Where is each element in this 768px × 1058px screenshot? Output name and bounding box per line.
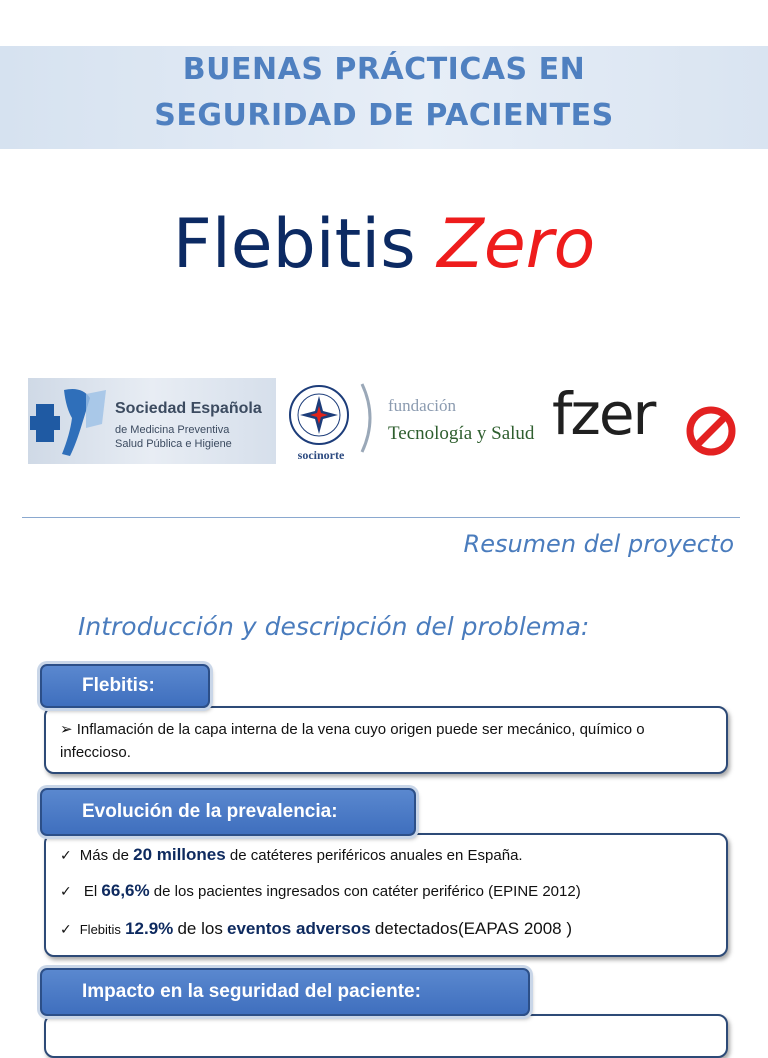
no-symbol-icon bbox=[684, 404, 738, 458]
check-icon: ✓ bbox=[60, 883, 72, 899]
fundacion-label: fundación bbox=[388, 396, 456, 415]
impacto-box bbox=[44, 1014, 728, 1058]
header-line-1: BUENAS PRÁCTICAS EN bbox=[182, 52, 586, 87]
title-accent: Zero bbox=[437, 205, 596, 284]
flebitis-definition: ➢ Inflamación de la capa interna de la vena cuyo origen puede ser mecánico, químico o infeccioso. bbox=[60, 721, 645, 761]
impacto-tab: Impacto en la seguridad del paciente: bbox=[40, 968, 530, 1016]
header-line-2: SEGURIDAD DE PACIENTES bbox=[154, 98, 614, 133]
sempsph-sub2: Salud Pública e Higiene bbox=[115, 438, 232, 450]
socinorte-label: socinorte bbox=[297, 448, 345, 462]
page-title bbox=[0, 200, 768, 290]
sempsph-emblem-icon bbox=[30, 384, 110, 460]
sempsph-sub1: de Medicina Preventiva bbox=[115, 424, 230, 436]
evolucion-box bbox=[44, 833, 728, 957]
bullet-eventos: ✓ Flebitis 12.9% de los eventos adversos detectados(EAPAS 2008 ) bbox=[60, 919, 573, 938]
divider bbox=[22, 517, 740, 518]
socinorte-emblem-icon bbox=[288, 384, 350, 446]
arrow-bullet-icon: ➢ bbox=[60, 721, 77, 738]
sempsph-name: Sociedad Española bbox=[115, 400, 262, 417]
title-main: Flebitis bbox=[172, 205, 416, 284]
check-icon: ✓ bbox=[60, 847, 72, 863]
bullet-millones: ✓ Más de 20 millones de catéteres periféricos anuales en España. bbox=[60, 845, 523, 864]
check-icon: ✓ bbox=[60, 921, 72, 937]
fzero-logo: fzer bbox=[552, 380, 655, 448]
evolucion-tab: Evolución de la prevalencia: bbox=[40, 788, 416, 836]
project-summary-label: Resumen del proyecto bbox=[463, 530, 734, 558]
flebitis-box bbox=[44, 706, 728, 774]
fundacion-bracket-icon bbox=[356, 380, 382, 456]
bullet-porcentaje: ✓ El 66,6% de los pacientes ingresados con catéter periférico (EPINE 2012) bbox=[60, 881, 581, 900]
flebitis-tab: Flebitis: bbox=[40, 664, 210, 708]
section-title: Introducción y descripción del problema: bbox=[78, 612, 590, 641]
tecnologia-label: Tecnología y Salud bbox=[388, 423, 535, 444]
